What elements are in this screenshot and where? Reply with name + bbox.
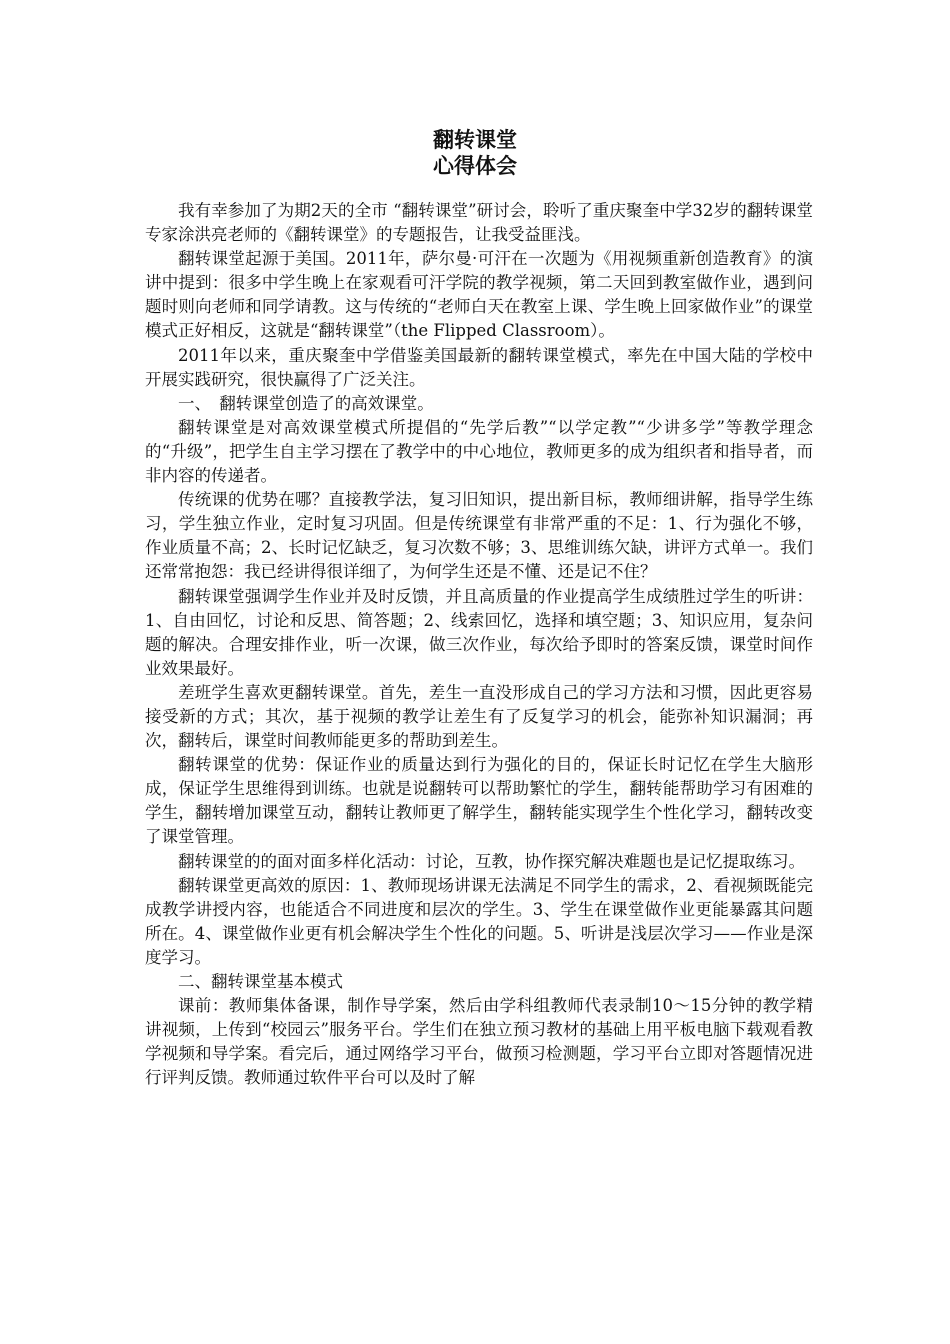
document-body [145, 199, 813, 1090]
paragraph: 翻转课堂更高效的原因：1、教师现场讲课无法满足不同学生的需求，2、看视频既能完成教学讲授内容，也能适合不同进度和层次的学生。3、学生在课堂做作业更能暴露其问题所在。4、课堂做作业更有机会解决学生个性化的问题。5、听讲是浅层次学习——作业是深度学习。 [145, 875, 813, 967]
paragraph: 我有幸参加了为期2天的全市 “翻转课堂”研讨会，聆听了重庆聚奎中学32岁的翻转课堂专家涂洪亮老师的《翻转课堂》的专题报告，让我受益匪浅。 [145, 201, 813, 245]
paragraph: 翻转课堂强调学生作业并及时反馈，并且高质量的作业提高学生成绩胜过学生的听讲：1、自由回忆，讨论和反思、简答题；2、线索回忆，选择和填空题；3、知识应用，复杂问题的解决。合理安排作业，听一次课，做三次作业，每次给予即时的答案反馈，课堂时间作业效果最好。 [145, 586, 813, 678]
paragraph: 传统课的优势在哪？直接教学法，复习旧知识，提出新目标，教师细讲解，指导学生练习，学生独立作业，定时复习巩固。但是传统课堂有非常严重的不足：1、行为强化不够，作业质量不高；2、长时记忆缺乏，复习次数不够；3、思维训练欠缺，讲评方式单一。我们还常常抱怨：我已经讲得很详细了，为何学生还是不懂、还是记不住？ [145, 490, 813, 582]
paragraph: 课前：教师集体备课，制作导学案，然后由学科组教师代表录制10～15分钟的教学精讲视频，上传到“校园云”服务平台。学生们在独立预习教材的基础上用平板电脑下载观看教学视频和导学案。看完后，通过网络学习平台，做预习检测题，学习平台立即对答题情况进行评判反馈。教师通过软件平台可以及时了解 [145, 996, 813, 1088]
paragraph: 2011年以来，重庆聚奎中学借鉴美国最新的翻转课堂模式，率先在中国大陆的学校中开展实践研究，很快赢得了广泛关注。 [145, 345, 813, 389]
document-title: 翻转课堂 [433, 128, 517, 152]
section-heading: 一、 翻转课堂创造了的高效课堂。 [178, 393, 434, 413]
paragraph: 翻转课堂的的面对面多样化活动：讨论，互教，协作探究解决难题也是记忆提取练习。 [178, 851, 805, 871]
paragraph: 翻转课堂起源于美国。2011年，萨尔曼·可汗在一次题为《用视频重新创造教育》的演讲中提到：很多中学生晚上在家观看可汗学院的教学视频，第二天回到教室做作业，遇到问题时则向老师和同学请教。这与传统的“老师白天在教室上课、学生晚上回家做作业”的课堂模式正好相反，这就是“翻转课堂”（the Flipped Classroom）。 [145, 249, 813, 341]
paragraph: 翻转课堂的优势：保证作业的质量达到行为强化的目的，保证长时记忆在学生大脑形成，保证学生思维得到训练。也就是说翻转可以帮助繁忙的学生，翻转能帮助学习有困难的学生，翻转增加课堂互动，翻转让教师更了解学生，翻转能实现学生个性化学习，翻转改变了课堂管理。 [145, 755, 813, 847]
document-subtitle: 心得体会 [433, 154, 517, 178]
paragraph: 差班学生喜欢更翻转课堂。首先，差生一直没形成自己的学习方法和习惯，因此更容易接受新的方式；其次，基于视频的教学让差生有了反复学习的机会，能弥补知识漏洞；再次，翻转后，课堂时间教师能更多的帮助到差生。 [145, 682, 813, 751]
paragraph: 翻转课堂是对高效课堂模式所提倡的“先学后教”“以学定教”“少讲多学”等教学理念的“升级”，把学生自主学习摆在了教学中的中心地位，教师更多的成为组织者和指导者，而非内容的传递者。 [145, 417, 813, 486]
section-heading: 二、翻转课堂基本模式 [178, 972, 343, 991]
